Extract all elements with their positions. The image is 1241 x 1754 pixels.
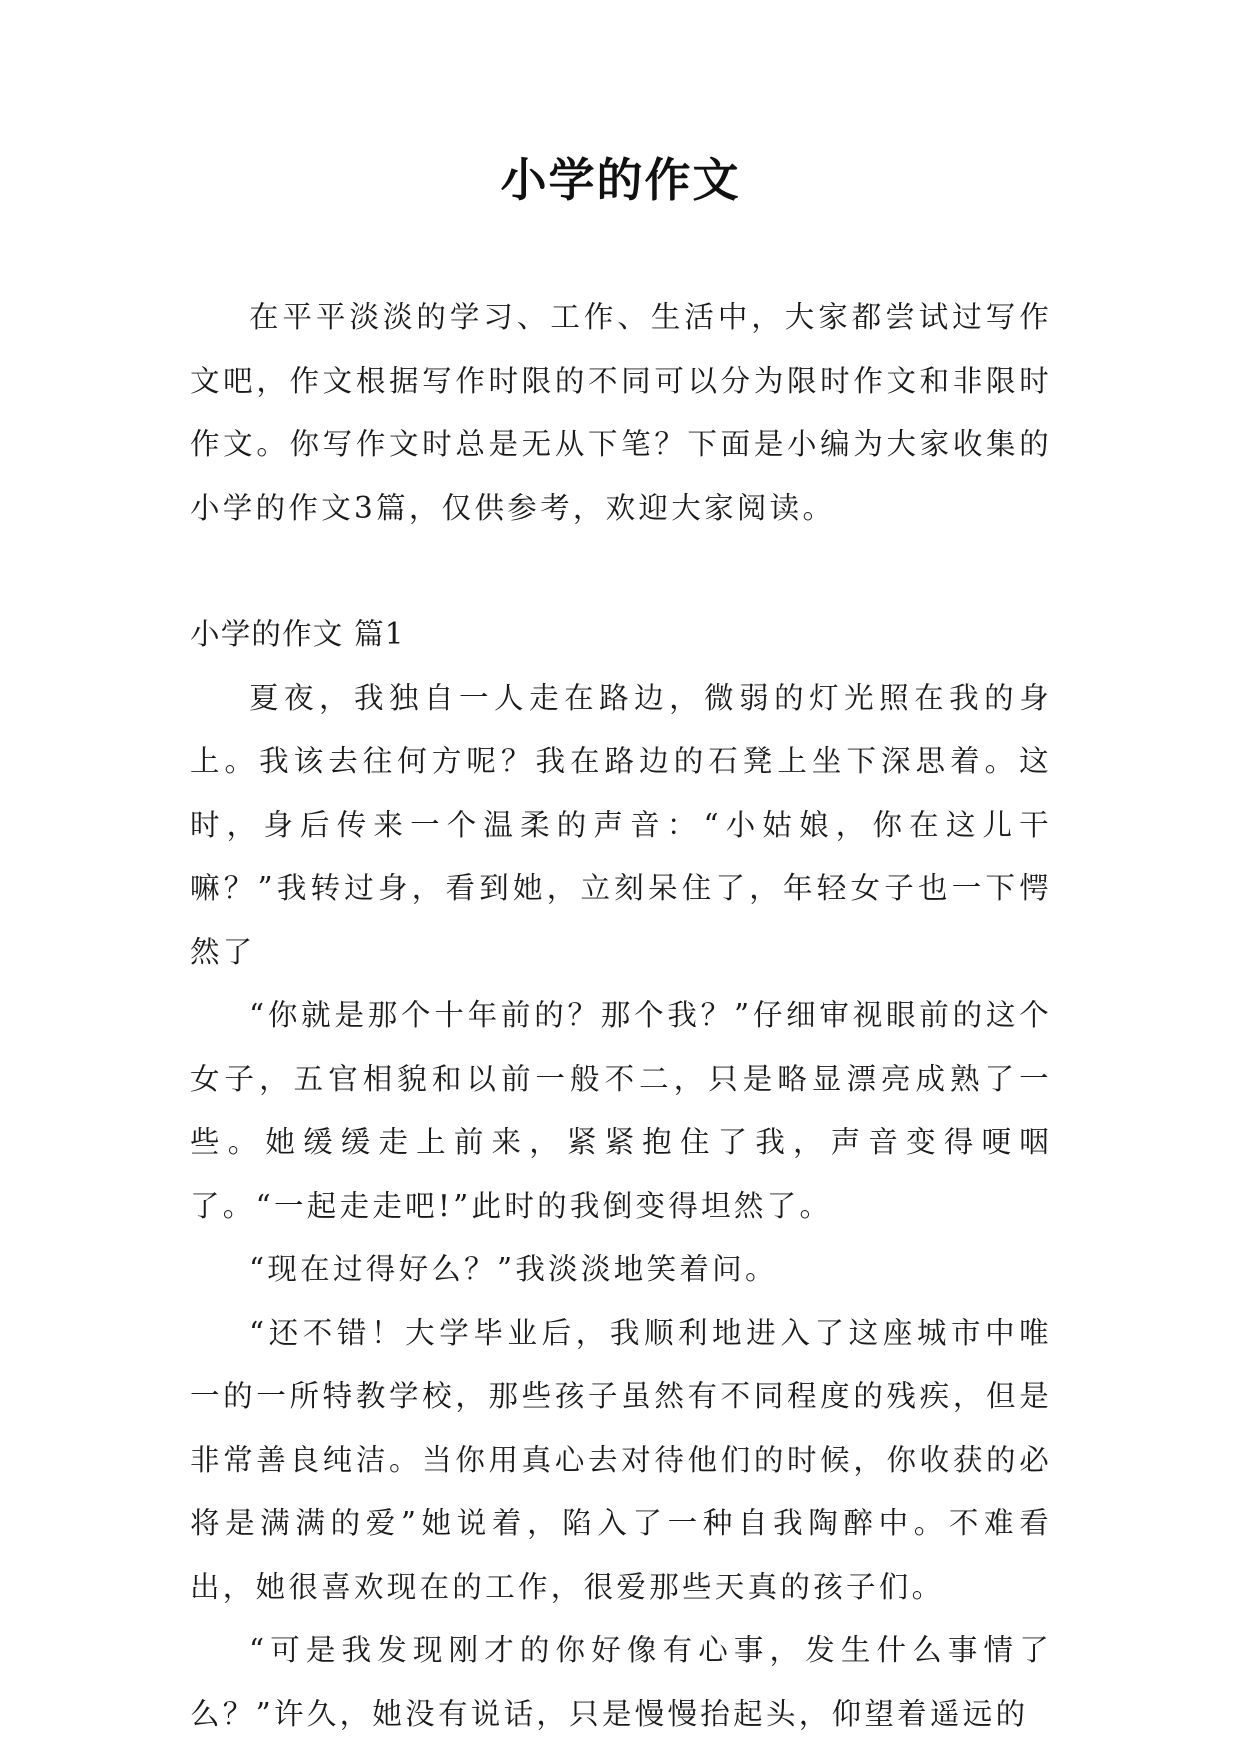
document-title: 小学的作文 [500, 153, 741, 207]
section-heading: 小学的作文 篇1 [190, 617, 405, 651]
body-paragraph-1: 夏夜，我独自一人走在路边，微弱的灯光照在我的身上。我该去往何方呢？我在路边的石凳上坐下深思着。这时，身后传来一个温柔的声音：“小姑娘，你在这儿干嘛？”我转过身，看到她，立刻呆住了，年轻女子也一下愕然了 [190, 680, 1052, 969]
intro-paragraph: 在平平淡淡的学习、工作、生活中，大家都尝试过写作文吧，作文根据写作时限的不同可以分为限时作文和非限时作文。你写作文时总是无从下笔？下面是小编为大家收集的小学的作文3篇，仅供参考，欢迎大家阅读。 [190, 300, 1052, 525]
body-paragraph-5: “可是我发现刚才的你好像有心事，发生什么事情了么？”许久，她没有说话，只是慢慢抬起头，仰望着遥远的 [190, 1633, 1052, 1731]
body-paragraph-2: “你就是那个十年前的？那个我？”仔细审视眼前的这个女子，五官相貌和以前一般不二，只是略显漂亮成熟了一些。她缓缓走上前来，紧紧抱住了我，声音变得哽咽了。“一起走走吧!”此时的我倒变得坦然了。 [190, 998, 1052, 1223]
body-paragraph-3: “现在过得好么？”我淡淡地笑着问。 [249, 1252, 778, 1286]
body-paragraph-4: “还不错！大学毕业后，我顺利地进入了这座城市中唯一的一所特教学校，那些孩子虽然有不同程度的残疾，但是非常善良纯洁。当你用真心去对待他们的时候，你收获的必将是满满的爱”她说着，陷入了一种自我陶醉中。不难看出，她很喜欢现在的工作，很爱那些天真的孩子们。 [190, 1315, 1052, 1604]
document-body [190, 286, 1052, 1746]
